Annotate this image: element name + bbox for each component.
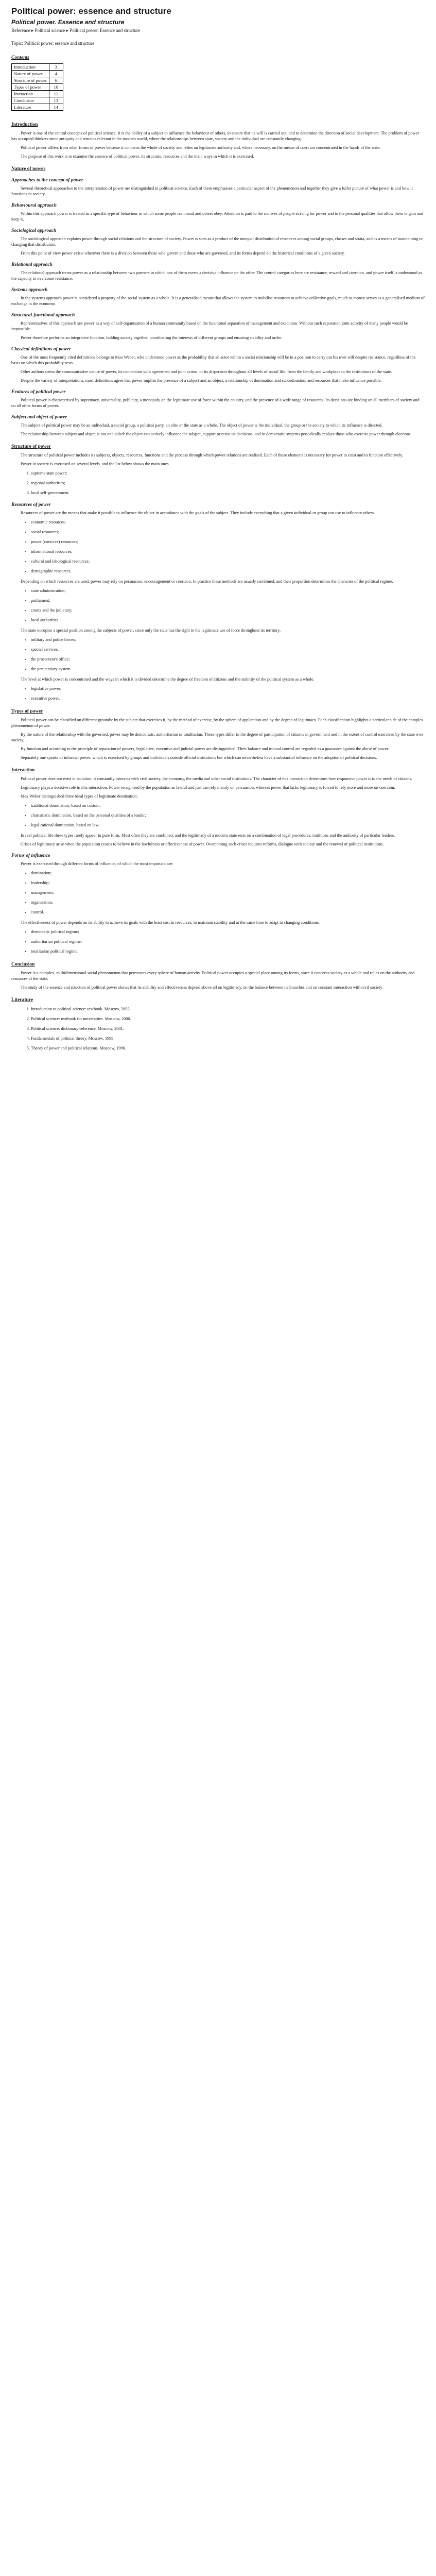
toc-label: Types of power bbox=[12, 84, 49, 91]
list-item: 3. local self-government. bbox=[31, 489, 425, 496]
list-item: • the prosecutor's office; bbox=[31, 656, 425, 663]
toc-label: Literature bbox=[12, 104, 49, 111]
list-item: 1. supreme state power; bbox=[31, 470, 425, 477]
bullet-list bbox=[31, 802, 425, 828]
paragraph: Other authors stress the communicative nature of power, its connection with agreement and joint action, or its dispersion throughout all levels of social life, from the family and workplace to the institutions of the state. bbox=[21, 369, 392, 374]
toc-page: 13 bbox=[49, 97, 63, 104]
list-item: • parliament; bbox=[31, 597, 425, 604]
paragraph: The purpose of this work is to examine the essence of political power, its structure, resources and the main ways in which it is exercised. bbox=[21, 154, 254, 159]
toc-label: Introduction bbox=[12, 64, 49, 71]
paragraph: One of the most frequently cited definitions belongs to Max Weber, who understood power as the probability that an actor within a social relationship will be in a position to carry out his own will despite resistance, regardless of the basis on which this probability rests. bbox=[11, 355, 416, 365]
paragraph: Political power can be classified on different grounds: by the subject that exercises it, by the method of exercise, by the sphere of application and by the degree of legitimacy. Each classification highlights a particular side of the complex phenomenon of power. bbox=[11, 718, 424, 728]
bullet-list bbox=[31, 928, 425, 955]
list-item: • local authorities. bbox=[31, 617, 425, 623]
paragraph: Power is a complex, multidimensional social phenomenon that permeates every sphere of human activity. Political power occupies a special place among its forms, since it concerns society as a whole and relies on the authority and resources of the state. bbox=[11, 971, 415, 981]
list-item: • leadership; bbox=[31, 879, 425, 886]
list-item: • control. bbox=[31, 909, 425, 916]
reference-item: 1. Introduction to political science: textbook. Moscow, 2003. bbox=[31, 1006, 425, 1012]
paragraph: Power is exercised through different forms of influence, of which the most important are: bbox=[21, 861, 173, 866]
bullet-list bbox=[31, 870, 425, 916]
list-item: • demographic resources. bbox=[31, 568, 425, 574]
references-title: Literature bbox=[11, 997, 33, 1003]
list-item: • power (coercive) resources; bbox=[31, 538, 425, 545]
paragraph: Political power differs from other forms of power because it concerns the whole of society and relies on legitimate authority and, where necessary, on the means of coercion concentrated in the hands of the state. bbox=[21, 145, 381, 150]
toc-page: 3 bbox=[49, 64, 63, 71]
paragraph: Political power does not exist in isolation; it constantly interacts with civil society, the economy, the media and other social institutions. The character of this interaction determines how responsive power is to the needs of citizens. bbox=[21, 776, 412, 781]
list-item: • legislative power; bbox=[31, 685, 425, 692]
section-heading: Nature of power bbox=[11, 166, 46, 172]
subsection-heading: Behavioural approach bbox=[11, 203, 57, 208]
reference-item: 3. Political science: dictionary-reference. Moscow, 2001. bbox=[31, 1025, 425, 1032]
paragraph: Political power is characterised by supremacy, universality, publicity, a monopoly on the legitimate use of force within the country, and the presence of a wide range of resources. Its decisions are binding on all members of society and on all other forms of power. bbox=[11, 398, 420, 408]
section-heading: Interaction bbox=[11, 768, 35, 773]
subsection-heading: Subject and object of power bbox=[11, 415, 67, 420]
paragraph: Power is one of the central concepts of political science. It is the ability of a subject to influence the behaviour of others, to ensure that its will is carried out, and to determine the direction of social development. The problem of power has occupied thinkers since antiquity and remains relevant in the modern world, where the relationships between state, society and the individual are constantly changing. bbox=[11, 131, 419, 141]
subsection-heading: Sociological approach bbox=[11, 228, 57, 233]
paragraph: From this point of view power exists wherever there is a division between those who govern and those who are governed, and its forms depend on the historical conditions of a given society. bbox=[21, 251, 345, 256]
section-heading: Types of power bbox=[11, 709, 43, 714]
bullet-list bbox=[31, 685, 425, 702]
paragraph: Several theoretical approaches to the interpretation of power are distinguished in political science. Each of them emphasises a particular aspect of the phenomenon and together they give a fuller picture of what power is and how it functions in society. bbox=[11, 186, 413, 196]
paragraph: Representatives of this approach see power as a way of self-organisation of a human community based on the functional separation of management and execution. Without such separation joint activity of many people would be impossible. bbox=[11, 321, 408, 331]
bullet-list bbox=[31, 519, 425, 574]
document-topic: Topic: Political power: essence and structure bbox=[11, 41, 95, 46]
paragraph: Depending on which resources are used, power may rely on persuasion, encouragement or coercion. In practice these methods are usually combined, and their proportion determines the character of the political regime. bbox=[21, 579, 393, 584]
toc-label: Nature of power bbox=[12, 71, 49, 77]
list-item: • state administration; bbox=[31, 587, 425, 594]
list-item: • management; bbox=[31, 889, 425, 896]
section-heading: Introduction bbox=[11, 122, 38, 127]
paragraph: Separately one speaks of informal power, which is exercised by groups and individuals outside official institutions but which can nevertheless have a substantial influence on the adoption of political decisions. bbox=[21, 755, 377, 760]
subsection-heading: Features of political power bbox=[11, 389, 66, 395]
document-page bbox=[0, 0, 436, 1076]
paragraph: Crises of legitimacy arise when the population ceases to believe in the lawfulness or effectiveness of power. Overcoming such crises requires reforms, dialogue with society and the renewal of political institutions. bbox=[21, 842, 384, 846]
bullet-list bbox=[31, 587, 425, 623]
paragraph: The relationship between subject and object is not one-sided: the object can actively influence the subject, support or resist its decisions, and in democratic systems periodically replace those who exercise power through elections. bbox=[21, 432, 412, 436]
toc-page: 10 bbox=[49, 84, 63, 91]
reference-item: 2. Political science: textbook for universities. Moscow, 2000. bbox=[31, 1015, 425, 1022]
numbered-list bbox=[31, 470, 425, 496]
paragraph: The level at which power is concentrated and the ways in which it is divided determine the degree of freedom of citizens and the stability of the political system as a whole. bbox=[21, 677, 315, 682]
paragraph: Despite the variety of interpretations, most definitions agree that power implies the presence of a subject and an object, a relationship of domination and subordination, and resources that make influence possible. bbox=[21, 378, 382, 383]
list-item: • special services; bbox=[31, 646, 425, 653]
document-body bbox=[11, 122, 425, 990]
subsection-heading: Forms of influence bbox=[11, 853, 50, 858]
paragraph: Within this approach power is treated as a specific type of behaviour in which some people command and others obey. Attention is paid to the motives of people striving for power and to the personal qualities that allow them to gain and keep it. bbox=[11, 211, 424, 222]
list-item: • social resources; bbox=[31, 529, 425, 535]
toc-table bbox=[11, 63, 63, 111]
reference-item: 4. Fundamentals of political theory. Moscow, 1999. bbox=[31, 1035, 425, 1042]
toc-page: 6 bbox=[49, 77, 63, 84]
toc-row bbox=[12, 77, 63, 84]
list-item: • economic resources; bbox=[31, 519, 425, 526]
list-item: • charismatic domination, based on the personal qualities of a leader; bbox=[31, 812, 425, 819]
paragraph: The structure of political power includes its subjects, objects, resources, functions and the process through which power relations are realised. Each of these elements is necessary for power to exist and to function effectively. bbox=[21, 453, 404, 457]
paragraph: The subject of political power may be an individual, a social group, a political party, an elite or the state as a whole. The object of power is the individual, the group or the society to which its influence is directed. bbox=[21, 423, 382, 428]
subsection-heading: Relational approach bbox=[11, 262, 53, 267]
subsection-heading: Systems approach bbox=[11, 287, 48, 293]
subsection-heading: Resources of power bbox=[11, 502, 51, 507]
paragraph: By function and according to the principle of separation of powers, legislative, executive and judicial power are distinguished. Their balance and mutual control are regarded as a guarantee against the abuse of power. bbox=[21, 747, 389, 751]
toc-row bbox=[12, 71, 63, 77]
toc-row bbox=[12, 91, 63, 97]
paragraph: The sociological approach explains power through social relations and the structure of society. Power is seen as a product of the unequal distribution of resources among social groups, classes and strata, and as a means of maintaining or changing that distribution. bbox=[11, 236, 423, 247]
toc-label: Conclusion bbox=[12, 97, 49, 104]
reference-item: 5. Theory of power and political relations. Moscow, 1996. bbox=[31, 1045, 425, 1052]
paragraph: Resources of power are the means that make it possible to influence the object in accordance with the goals of the subject. They include everything that a given individual or group can use to influence others. bbox=[21, 511, 375, 515]
paragraph: In real political life these types rarely appear in pure form. Most often they are combined, and the legitimacy of a modern state rests on a combination of legal procedures, traditions and the authority of particular leaders. bbox=[21, 833, 395, 838]
paragraph: Legitimacy plays a decisive role in this interaction. Power recognised by the population as lawful and just can rely mainly on persuasion, whereas power that lacks legitimacy is forced to rely more and more on coercion. bbox=[21, 785, 395, 790]
toc-row bbox=[12, 84, 63, 91]
toc-page: 11 bbox=[49, 91, 63, 97]
paragraph: Power therefore performs an integrative function, holding society together, coordinating the interests of different groups and ensuring stability and order. bbox=[21, 335, 282, 340]
toc-page: 4 bbox=[49, 71, 63, 77]
paragraph: Max Weber distinguished three ideal types of legitimate domination: bbox=[21, 794, 138, 799]
toc-row bbox=[12, 97, 63, 104]
toc-heading: Contents bbox=[11, 55, 29, 60]
list-item: • authoritarian political regime; bbox=[31, 938, 425, 945]
list-item: • traditional domination, based on custom; bbox=[31, 802, 425, 809]
list-item: • the penitentiary system. bbox=[31, 666, 425, 672]
toc-page: 14 bbox=[49, 104, 63, 111]
document-subtitle: Political power. Essence and structure bbox=[11, 19, 125, 26]
toc-label: Structure of power bbox=[12, 77, 49, 84]
paragraph: The study of the essence and structure of political power shows that its stability and effectiveness depend above all on legitimacy, on the balance between its branches and on constant interaction with civil society. bbox=[21, 985, 383, 990]
document-title: Political power: essence and structure bbox=[11, 6, 171, 16]
subsection-heading: Approaches to the concept of power bbox=[11, 178, 83, 183]
subsection-heading: Structural-functional approach bbox=[11, 313, 75, 318]
document-breadcrumb: Reference ▸ Political science ▸ Political power. Essence and structure bbox=[11, 28, 140, 33]
list-item: • executive power. bbox=[31, 695, 425, 702]
subsection-heading: Classical definitions of power bbox=[11, 347, 71, 352]
list-item: • organisation; bbox=[31, 899, 425, 906]
list-item: • legal-rational domination, based on law. bbox=[31, 822, 425, 828]
list-item: • informational resources; bbox=[31, 548, 425, 555]
toc-row bbox=[12, 104, 63, 111]
list-item: • military and police forces; bbox=[31, 636, 425, 643]
list-item: • totalitarian political regime. bbox=[31, 948, 425, 955]
list-item: • cultural and ideological resources; bbox=[31, 558, 425, 565]
paragraph: By the nature of the relationship with the governed, power may be democratic, authoritarian or totalitarian. These types differ in the degree of participation of citizens in government and in the extent of control exercised by the state over society. bbox=[11, 732, 424, 742]
toc-row bbox=[12, 64, 63, 71]
list-item: • courts and the judiciary; bbox=[31, 607, 425, 614]
list-item: 2. regional authorities; bbox=[31, 480, 425, 486]
bullet-list bbox=[31, 636, 425, 672]
paragraph: The effectiveness of power depends on its ability to achieve its goals with the least cost in resources, to maintain stability and at the same time to adapt to changing conditions. bbox=[21, 920, 320, 925]
paragraph: Power in society is exercised on several levels, and the list below shows the main ones. bbox=[21, 462, 170, 466]
list-item: • domination; bbox=[31, 870, 425, 876]
section-heading: Conclusion bbox=[11, 962, 35, 967]
toc-label: Interaction bbox=[12, 91, 49, 97]
references-list bbox=[31, 1006, 425, 1052]
paragraph: The relational approach treats power as a relationship between two partners in which one of them exerts a decisive influence on the other. The central categories here are resistance, reward and coercion, and power itself is understood as the capacity to overcome resistance. bbox=[11, 270, 422, 281]
section-heading: Structure of power bbox=[11, 444, 51, 449]
paragraph: The state occupies a special position among the subjects of power, since only the state has the right to the legitimate use of force throughout its territory. bbox=[21, 628, 281, 633]
list-item: • democratic political regime; bbox=[31, 928, 425, 935]
paragraph: In the systems approach power is considered a property of the social system as a whole. It is a generalised means that allows the system to mobilise resources to achieve collective goals, much as money serves as a generalised medium of exchange in the economy. bbox=[11, 296, 425, 306]
